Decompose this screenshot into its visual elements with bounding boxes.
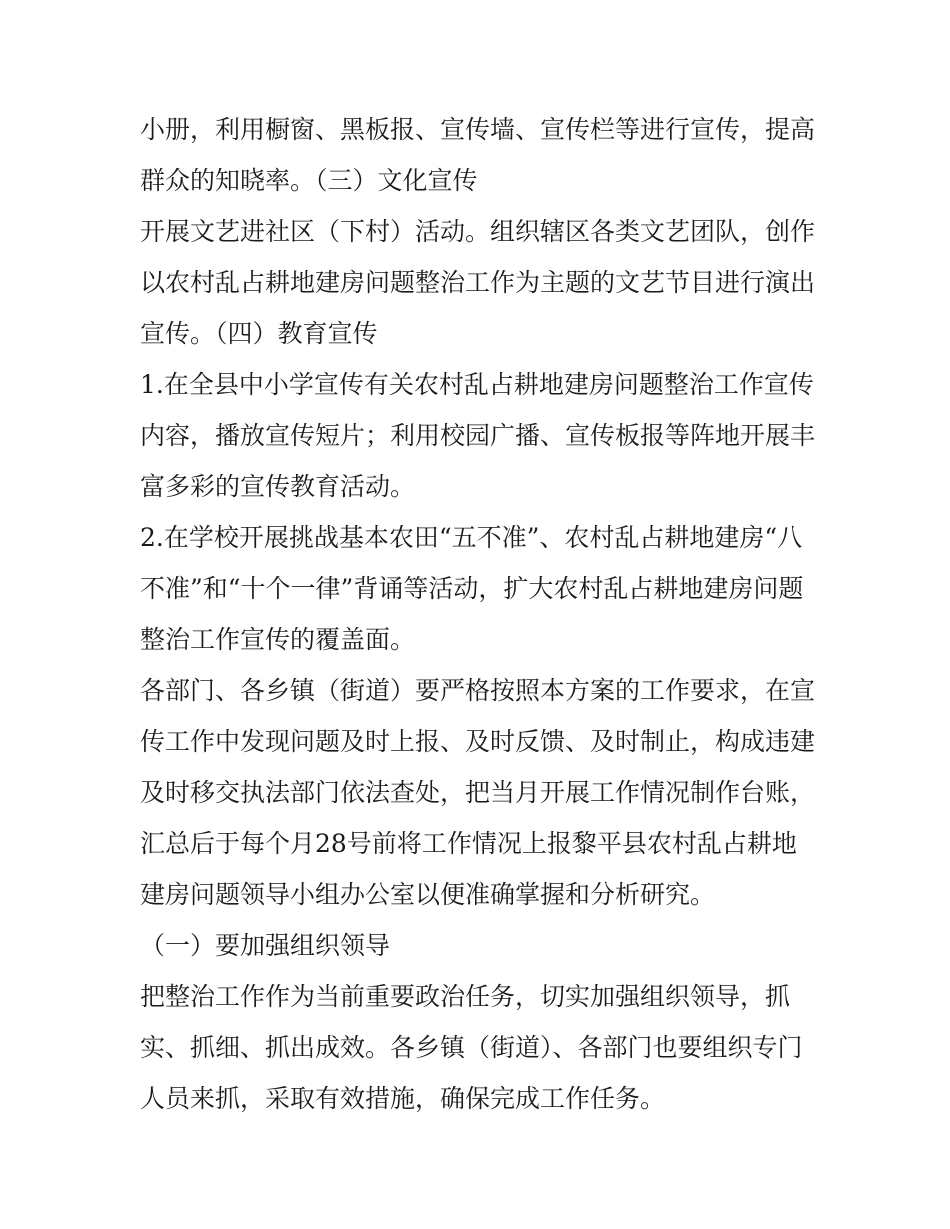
text-line: 整治工作宣传的覆盖面。 xyxy=(140,625,416,654)
text-line: 富多彩的宣传教育活动。 xyxy=(140,472,416,501)
text-line: 各部门、各乡镇（街道）要严格按照本方案的工作要求，在宣 xyxy=(140,676,816,705)
text-line: 内容，播放宣传短片；利用校园广播、宣传板报等阵地开展丰 xyxy=(140,421,816,450)
text-line: 汇总后于每个月28号前将工作情况上报黎平县农村乱占耕地 xyxy=(140,829,797,858)
text-line: 及时移交执法部门依法查处，把当月开展工作情况制作台账， xyxy=(140,778,816,807)
text-line: 宣传。（四）教育宣传 xyxy=(140,319,378,348)
text-line: 把整治工作作为当前重要政治任务，切实加强组织领导，抓 xyxy=(140,982,791,1011)
text-line: 小册，利用橱窗、黑板报、宣传墙、宣传栏等进行宣传，提高 xyxy=(140,115,816,144)
text-line: 群众的知晓率。（三）文化宣传 xyxy=(140,166,478,195)
text-line: （一）要加强组织领导 xyxy=(140,931,391,960)
text-line: 建房问题领导小组办公室以便准确掌握和分析研究。 xyxy=(140,880,716,909)
text-line: 开展文艺进社区（下村）活动。组织辖区各类文艺团队，创作 xyxy=(140,217,816,246)
text-line: 以农村乱占耕地建房问题整治工作为主题的文艺节目进行演出 xyxy=(140,268,816,297)
text-line: 不准”和“十个一律”背诵等活动，扩大农村乱占耕地建房问题 xyxy=(140,574,804,603)
text-line: 人员来抓，采取有效措施，确保完成工作任务。 xyxy=(140,1084,666,1113)
text-line: 实、抓细、抓出成效。各乡镇（街道）、各部门也要组织专门 xyxy=(140,1033,803,1062)
text-line: 传工作中发现问题及时上报、及时反馈、及时制止，构成违建 xyxy=(140,727,816,756)
document-body xyxy=(140,104,820,1124)
text-line: 2.在学校开展挑战基本农田“五不准”、农村乱占耕地建房“八 xyxy=(140,523,803,552)
text-line: 1.在全县中小学宣传有关农村乱占耕地建房问题整治工作宣传 xyxy=(140,370,814,399)
